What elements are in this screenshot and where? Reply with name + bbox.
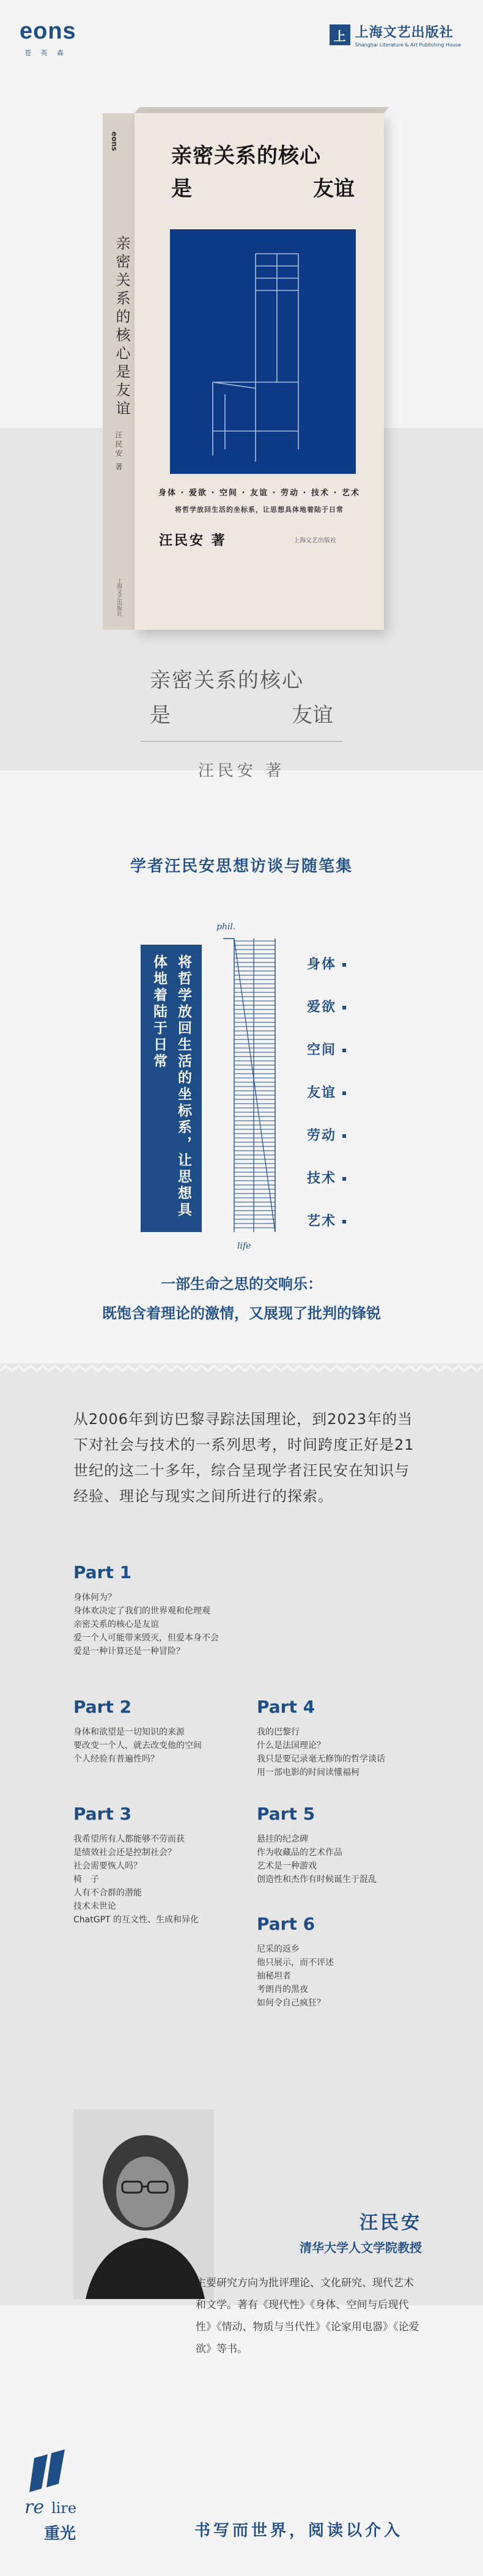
book-spine [103,113,135,630]
part-item: 什么是法国理论？ [257,1741,325,1751]
part-item: 用一部电影的时间读懂福柯 [257,1768,359,1777]
topic-technology [307,1168,346,1187]
cover-chair-illustration [170,229,356,474]
eons-logo[interactable]: eons [20,18,76,44]
book-mockup [103,107,384,633]
book-cover [135,113,384,630]
section-title: 学者汪民安思想访谈与随笔集 [130,857,353,876]
publisher-text [355,22,461,48]
part-item: 爱是一种计算还是一种冒险？ [73,1647,185,1656]
part-6 [257,1914,440,2010]
bullet-icon [342,1134,346,1138]
topic-desire [307,997,346,1016]
part-item: 身体欢决定了我们的世界观和伦理观 [73,1606,210,1616]
part-item: 艺术是一种游戏 [257,1861,317,1871]
part-item: 悬挂的纪念碑 [257,1834,308,1844]
publisher-mark-icon: 上 [330,24,350,45]
bullet-icon [342,1091,346,1095]
publisher-logo[interactable] [330,22,461,48]
book-author: 汪民安 著 [197,762,286,780]
part-title: Part 6 [257,1914,315,1934]
chair-drawing-icon [170,229,356,474]
cover-author: 汪民安 著 [159,533,227,548]
slogan-panel-text: 将哲学放回生活的坐标系，让思想具体地着陆于日常 [151,954,191,1219]
part-item: 作为收藏品的艺术作品 [257,1848,342,1858]
part-item: 社会需要恢人吗？ [73,1861,142,1871]
title-divider [141,741,342,742]
publisher-name-cn: 上海文艺出版社 [355,24,454,40]
slogan-panel [141,945,202,1232]
part-item: 亲密关系的核心是友谊 [73,1620,159,1629]
cover-slogan: 将哲学放回生活的坐标系，让思想具体地着陆于日常 [175,506,344,514]
part-item: 技术未世论 [73,1902,116,1911]
part-item: 尼采的返乡 [257,1944,300,1954]
part-item: 我的巴黎行 [257,1727,300,1737]
publisher-name-en: Shanghai Literature & Art Publishing House [355,42,461,48]
author-name: 汪民安 [359,2212,422,2234]
author-bio: 主要研究方向为批评理论、文化研究、现代艺术和文学。著有《现代性》《身体、空间与后现代性》《情动、物质与当代性》《论家用电器》《论爱欲》等书。 [196,2277,419,2355]
part-2 [73,1697,257,1766]
part-title: Part 1 [73,1562,132,1582]
part-item: 我只是要记录毫无修饰的哲学谈话 [257,1754,385,1764]
part-item: 他只展示，而不评述 [257,1958,334,1968]
relire-logo-icon [16,2446,95,2556]
book-title-right: 友谊 [292,703,333,728]
cover-publisher: 上海文艺出版社 [293,537,336,544]
part-item: 我希望所有人都能够不劳而获 [73,1834,185,1844]
spine-title: 亲密关系的核心是友谊 [113,235,130,419]
footer-slogan: 书写而世界，阅读以介入 [194,2522,404,2540]
cover-title-line2 [171,172,355,202]
cover-title-line1: 亲密关系的核心 [171,144,321,168]
author-portrait-icon [73,2109,214,2299]
topic-label: 空间 [307,1043,337,1058]
part-item: 个人经验有普遍性吗？ [73,1754,159,1764]
eons-logo-subtitle: 苍 英 森 [24,49,67,57]
book-top-edge [135,107,389,113]
part-item: 抽秘坦者 [257,1971,291,1981]
symphony-subtitle: 既饱含着理论的激情，又展现了批判的锋锐 [102,1304,381,1322]
header [0,0,483,79]
bullet-icon [342,1049,346,1052]
book-title-left: 是 [150,703,171,728]
phil-life-scale-icon [217,920,284,1244]
scale-top-label: phil. [216,922,236,932]
part-item: 创造性和杰作有时候诞生于混乱 [257,1875,377,1884]
cover-topic-tags: 身体 · 爱欲 · 空间 · 友谊 · 劳动 · 技术 · 艺术 [158,489,360,498]
part-item: 是绩效社会还是控制社会？ [73,1848,176,1858]
part-item: 身体和欲望是一切知识的来源 [73,1727,185,1737]
topic-friendship [307,1082,346,1101]
spine-logo: eons [110,131,119,152]
topic-label: 技术 [307,1171,337,1186]
spine-author: 汪民安 著 [114,431,123,472]
topic-label: 劳动 [307,1128,337,1143]
part-item: 要改变一个人，就去改变他的空间 [73,1741,202,1751]
part-item: 人有不合群的潜能 [73,1888,142,1898]
bullet-icon [342,1006,346,1009]
cover-title-right: 友谊 [313,177,355,201]
part-1 [73,1562,257,1658]
part-title: Part 4 [257,1697,315,1717]
part-3 [73,1804,257,1927]
part-item: 如何令自己疯狂？ [257,1998,325,2008]
part-title: Part 5 [257,1804,315,1824]
topic-label: 友谊 [307,1085,337,1101]
part-item: 椅 子 [73,1875,99,1884]
spine-publisher: 上海文艺出版社 [116,578,122,616]
author-photo [73,2109,214,2299]
topic-label: 爱欲 [307,1000,337,1015]
bullet-icon [342,1220,346,1223]
topic-body [307,954,346,973]
part-item: ChatGPT 的互文性、生成和异化 [73,1915,199,1925]
logo-re-text: re [24,2497,45,2518]
topic-label: 身体 [307,957,337,972]
logo-lire-text: lire [51,2500,77,2517]
zigzag-divider-icon [0,1365,483,1372]
part-title: Part 3 [73,1804,132,1824]
topic-space [307,1039,346,1058]
part-item: 身体何为？ [73,1593,116,1603]
part-4 [257,1697,440,1779]
topic-art [307,1211,346,1230]
book-title-line1: 亲密关系的核心 [150,668,304,693]
part-item: 考朗肖的黑夜 [257,1985,308,1995]
part-item: 爱一个人可能带来毁灭，但爱本身不会 [73,1633,219,1643]
cover-title-left: 是 [171,177,192,201]
part-5 [257,1804,440,1886]
symphony-title: 一部生命之思的交响乐： [161,1275,322,1293]
bullet-icon [342,1177,346,1181]
scale-bottom-label: life [237,1241,251,1251]
logo-cn-text: 重光 [44,2525,76,2543]
author-affiliation: 清华大学人文学院教授 [300,2240,422,2255]
book-title-line2 [150,698,333,728]
relire-logo[interactable] [16,2446,95,2556]
topic-labor [307,1125,346,1144]
bullet-icon [342,963,346,967]
intro-paragraph: 从2006年到访巴黎寻踪法国理论，到2023年的当下对社会与技术的一系列思考，时间跨度正好是21世纪的这二十多年，综合呈现学者汪民安在知识与经验、理论与现实之间所进行的探索。 [73,1411,415,1505]
topic-label: 艺术 [307,1214,337,1229]
part-title: Part 2 [73,1697,132,1717]
